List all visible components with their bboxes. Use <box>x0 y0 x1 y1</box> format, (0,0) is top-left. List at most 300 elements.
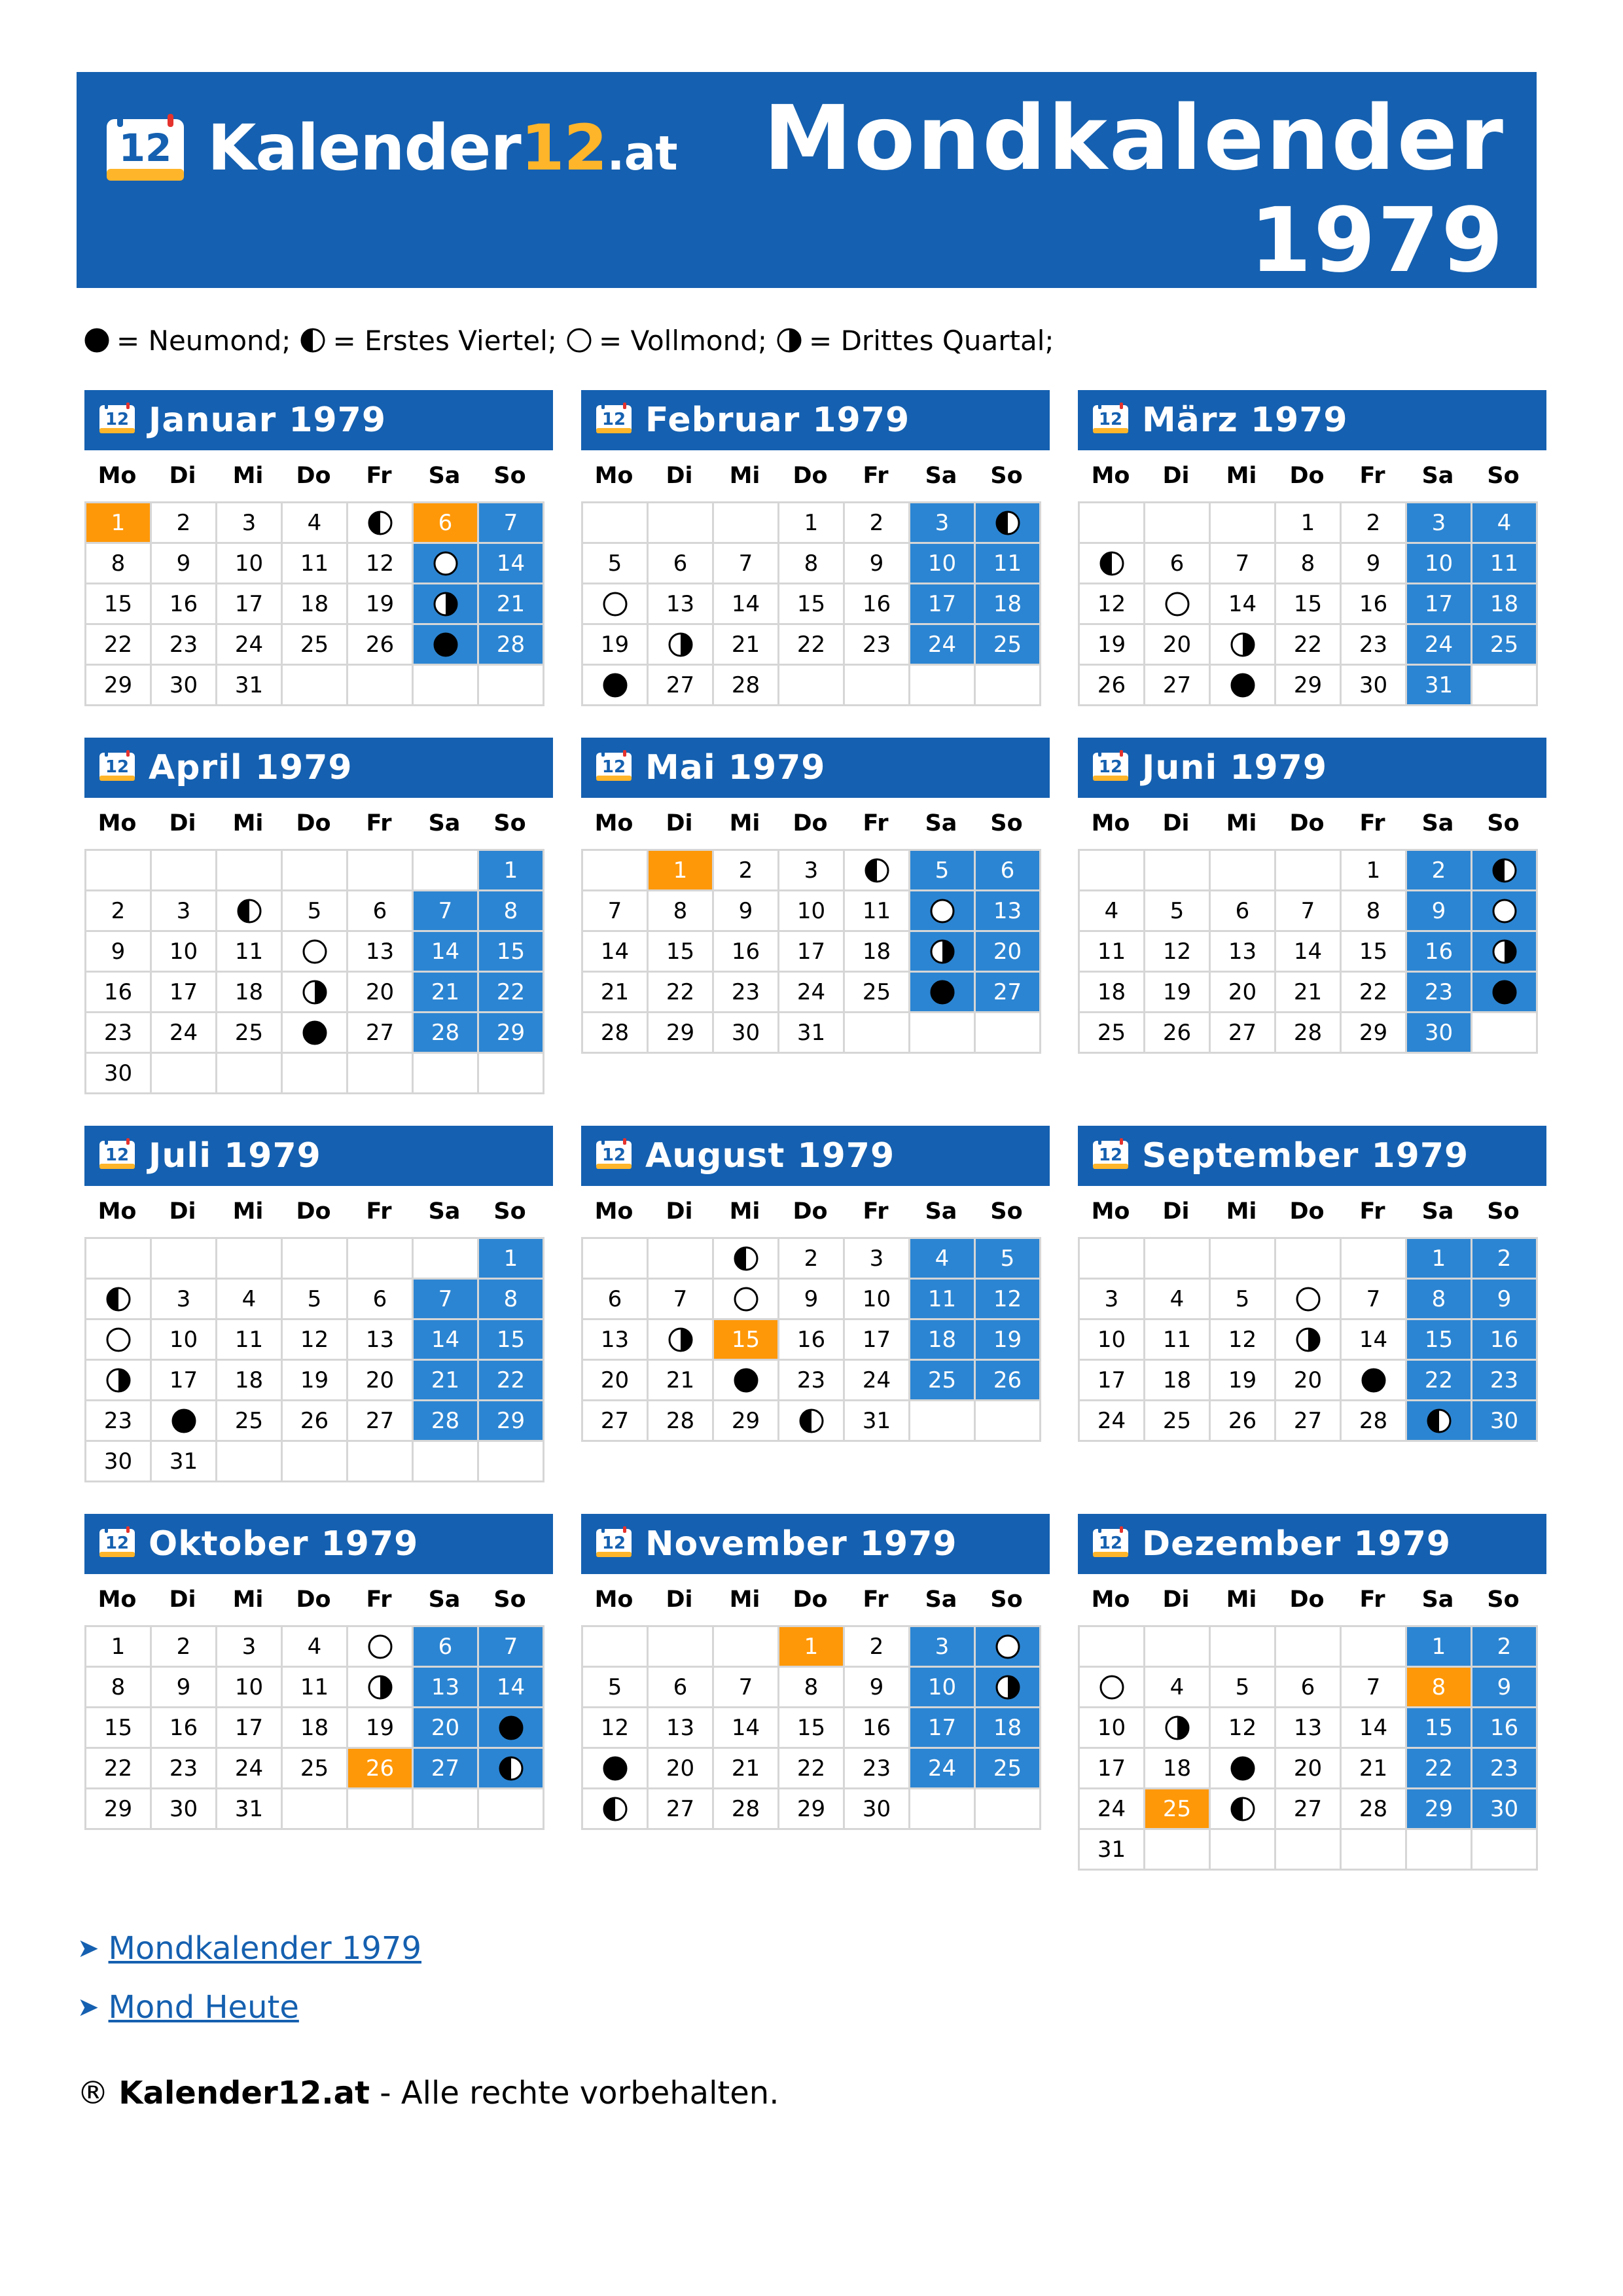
empty-cell <box>1145 1830 1211 1871</box>
weekday-label: Fr <box>366 1198 392 1225</box>
full-moon-icon <box>105 1327 132 1353</box>
first-quarter-icon <box>367 510 393 536</box>
day-cell: 9 <box>1472 1280 1538 1320</box>
first-quarter-icon <box>1230 1796 1256 1822</box>
day-cell: 8 <box>86 544 152 584</box>
day-cell <box>976 503 1041 544</box>
day-cell: 24 <box>217 1749 283 1789</box>
day-cell: 19 <box>283 1361 348 1401</box>
day-cell: 25 <box>1472 625 1538 666</box>
weekday-header-row <box>581 1186 1050 1237</box>
full-moon-icon <box>302 939 328 965</box>
day-cell: 18 <box>976 1708 1041 1749</box>
mond-heute-link[interactable]: Mond Heute <box>108 1989 299 2026</box>
day-cell: 18 <box>283 584 348 625</box>
weekday-label: Di <box>666 1198 693 1225</box>
month-header <box>1078 1514 1546 1574</box>
third-quarter-icon <box>367 1674 393 1700</box>
day-cell: 9 <box>1472 1668 1538 1708</box>
weekday-label: Fr <box>366 463 392 489</box>
day-cell: 7 <box>1342 1280 1407 1320</box>
day-cell: 18 <box>1145 1749 1211 1789</box>
day-grid <box>1078 849 1538 1054</box>
day-cell: 9 <box>152 1668 217 1708</box>
new-moon-icon <box>84 327 110 353</box>
day-cell: 19 <box>976 1320 1041 1361</box>
weekday-label: Di <box>169 463 196 489</box>
footer-brand: Kalender12.at <box>118 2075 370 2111</box>
empty-cell <box>479 1442 544 1482</box>
day-cell: 2 <box>714 851 779 891</box>
empty-cell <box>1080 1239 1145 1280</box>
day-cell: 17 <box>217 1708 283 1749</box>
empty-cell <box>976 1789 1041 1830</box>
day-cell: 10 <box>910 1668 976 1708</box>
day-cell: 8 <box>779 1668 845 1708</box>
empty-cell <box>283 1239 348 1280</box>
day-cell: 4 <box>1472 503 1538 544</box>
weekday-label: Sa <box>925 463 957 489</box>
day-cell: 15 <box>86 1708 152 1749</box>
day-cell: 14 <box>1211 584 1276 625</box>
day-cell <box>845 851 910 891</box>
weekday-label: Fr <box>1359 463 1385 489</box>
day-cell: 3 <box>779 851 845 891</box>
full-moon-icon <box>433 550 459 577</box>
day-grid <box>84 849 544 1094</box>
day-cell: 13 <box>649 1708 714 1749</box>
new-moon-icon <box>433 632 459 658</box>
empty-cell <box>779 666 845 706</box>
day-cell: 19 <box>348 584 414 625</box>
day-cell: 19 <box>1145 973 1211 1013</box>
empty-cell <box>414 1789 479 1830</box>
day-cell: 25 <box>1080 1013 1145 1054</box>
third-quarter-icon <box>995 1674 1021 1700</box>
day-cell <box>283 973 348 1013</box>
day-cell: 16 <box>779 1320 845 1361</box>
weekday-label: Mo <box>1091 463 1130 489</box>
weekday-label: Fr <box>863 463 889 489</box>
day-cell: 26 <box>348 1749 414 1789</box>
day-cell: 8 <box>86 1668 152 1708</box>
day-cell: 11 <box>976 544 1041 584</box>
day-cell: 17 <box>1407 584 1472 625</box>
day-cell: 16 <box>152 584 217 625</box>
weekday-label: Sa <box>925 1198 957 1225</box>
empty-cell <box>1080 1627 1145 1668</box>
day-cell <box>779 1401 845 1442</box>
calendar-icon <box>99 1526 135 1558</box>
day-cell: 1 <box>1342 851 1407 891</box>
calendar-icon <box>596 403 632 434</box>
weekday-label: Fr <box>863 810 889 836</box>
day-cell: 6 <box>1211 891 1276 932</box>
day-cell: 21 <box>583 973 649 1013</box>
weekday-header-row <box>581 1574 1050 1625</box>
day-cell: 9 <box>714 891 779 932</box>
day-cell: 11 <box>910 1280 976 1320</box>
empty-cell <box>1276 1627 1342 1668</box>
weekday-label: Di <box>666 810 693 836</box>
empty-cell <box>976 666 1041 706</box>
day-cell: 23 <box>779 1361 845 1401</box>
calendar-icon <box>99 1138 135 1170</box>
month-calendar <box>1078 1126 1546 1442</box>
empty-cell <box>1276 1239 1342 1280</box>
empty-cell <box>976 1401 1041 1442</box>
weekday-label: So <box>493 1198 526 1225</box>
day-cell: 30 <box>152 1789 217 1830</box>
weekday-label: Fr <box>1359 1198 1385 1225</box>
day-cell: 30 <box>86 1054 152 1094</box>
day-cell: 28 <box>1342 1401 1407 1442</box>
weekday-label: Mi <box>232 1587 264 1613</box>
weekday-label: Sa <box>1421 463 1454 489</box>
day-cell: 28 <box>414 1013 479 1054</box>
empty-cell <box>583 851 649 891</box>
registered-symbol: ® <box>77 2075 109 2111</box>
day-cell: 8 <box>1342 891 1407 932</box>
day-cell: 29 <box>479 1401 544 1442</box>
weekday-label: Mo <box>594 810 633 836</box>
day-cell: 30 <box>714 1013 779 1054</box>
day-cell: 12 <box>976 1280 1041 1320</box>
empty-cell <box>910 1401 976 1442</box>
header-banner <box>77 72 1537 293</box>
weekday-label: Sa <box>925 810 957 836</box>
day-cell: 27 <box>649 1789 714 1830</box>
day-cell: 24 <box>779 973 845 1013</box>
empty-cell <box>976 1013 1041 1054</box>
day-cell: 28 <box>1276 1013 1342 1054</box>
weekday-label: Mi <box>729 463 760 489</box>
month-header <box>581 738 1050 798</box>
full-moon-icon <box>367 1634 393 1660</box>
day-cell: 2 <box>86 891 152 932</box>
day-cell <box>583 1749 649 1789</box>
day-cell: 15 <box>1276 584 1342 625</box>
day-cell: 4 <box>910 1239 976 1280</box>
first-quarter-icon <box>300 327 326 353</box>
month-calendar <box>581 1514 1050 1830</box>
day-cell: 26 <box>348 625 414 666</box>
day-cell: 30 <box>1472 1789 1538 1830</box>
link-row-mondkalender <box>77 1919 421 1978</box>
day-cell: 14 <box>714 584 779 625</box>
day-cell: 5 <box>1145 891 1211 932</box>
month-title: Dezember 1979 <box>1142 1524 1452 1564</box>
day-cell: 7 <box>583 891 649 932</box>
empty-cell <box>414 666 479 706</box>
empty-cell <box>217 1054 283 1094</box>
day-cell: 25 <box>283 625 348 666</box>
day-cell: 23 <box>845 1749 910 1789</box>
day-cell: 7 <box>414 1280 479 1320</box>
day-cell <box>414 544 479 584</box>
day-cell: 16 <box>1342 584 1407 625</box>
empty-cell <box>348 666 414 706</box>
day-cell <box>910 891 976 932</box>
day-cell: 21 <box>714 1749 779 1789</box>
day-cell: 5 <box>583 544 649 584</box>
day-cell <box>479 1708 544 1749</box>
site-logo[interactable] <box>105 109 677 187</box>
day-cell: 18 <box>283 1708 348 1749</box>
day-cell: 24 <box>217 625 283 666</box>
day-cell: 11 <box>217 1320 283 1361</box>
empty-cell <box>1080 851 1145 891</box>
day-cell: 18 <box>910 1320 976 1361</box>
svg-text:12: 12 <box>1098 1534 1123 1553</box>
day-cell: 24 <box>152 1013 217 1054</box>
svg-text:12: 12 <box>601 757 626 777</box>
empty-cell <box>649 503 714 544</box>
empty-cell <box>1342 1830 1407 1871</box>
day-cell: 20 <box>1276 1361 1342 1401</box>
weekday-label: Mo <box>98 810 137 836</box>
weekday-label: So <box>493 1587 526 1613</box>
day-cell: 1 <box>86 1627 152 1668</box>
empty-cell <box>283 851 348 891</box>
day-cell: 5 <box>910 851 976 891</box>
day-cell: 29 <box>86 1789 152 1830</box>
day-cell: 28 <box>414 1401 479 1442</box>
moon-phase-legend <box>84 319 1063 361</box>
weekday-label: Do <box>1289 810 1325 836</box>
mondkalender-link[interactable]: Mondkalender 1979 <box>108 1930 421 1967</box>
day-cell: 8 <box>1407 1280 1472 1320</box>
empty-cell <box>1211 1627 1276 1668</box>
day-cell: 6 <box>649 544 714 584</box>
day-cell: 25 <box>1145 1401 1211 1442</box>
weekday-label: Sa <box>428 1587 461 1613</box>
day-cell: 16 <box>1472 1708 1538 1749</box>
full-moon-icon <box>1295 1286 1321 1312</box>
weekday-label: Fr <box>1359 810 1385 836</box>
day-cell <box>283 1013 348 1054</box>
weekday-label: So <box>990 810 1023 836</box>
day-cell: 13 <box>583 1320 649 1361</box>
day-cell: 6 <box>414 1627 479 1668</box>
first-quarter-icon <box>864 857 890 884</box>
new-moon-icon <box>602 672 628 698</box>
day-cell: 11 <box>845 891 910 932</box>
day-cell: 23 <box>86 1013 152 1054</box>
weekday-label: Sa <box>428 463 461 489</box>
day-cell: 27 <box>1211 1013 1276 1054</box>
month-header <box>581 390 1050 450</box>
day-cell: 4 <box>1080 891 1145 932</box>
day-cell: 21 <box>1276 973 1342 1013</box>
legend-label: = Vollmond; <box>598 324 768 357</box>
day-cell: 20 <box>348 1361 414 1401</box>
weekday-header-row <box>1078 798 1546 849</box>
day-cell <box>414 584 479 625</box>
first-quarter-icon <box>105 1286 132 1312</box>
empty-cell <box>1472 666 1538 706</box>
month-calendar <box>84 390 553 706</box>
third-quarter-icon <box>776 327 802 353</box>
day-cell <box>1145 1708 1211 1749</box>
day-cell: 30 <box>1407 1013 1472 1054</box>
day-cell: 15 <box>714 1320 779 1361</box>
weekday-label: Di <box>169 1587 196 1613</box>
day-cell: 7 <box>1211 544 1276 584</box>
weekday-label: Fr <box>366 1587 392 1613</box>
day-cell: 5 <box>283 891 348 932</box>
day-cell: 19 <box>1211 1361 1276 1401</box>
first-quarter-icon <box>995 510 1021 536</box>
day-cell: 28 <box>583 1013 649 1054</box>
day-cell <box>1342 1361 1407 1401</box>
day-cell: 5 <box>583 1668 649 1708</box>
weekday-label: Do <box>1289 1587 1325 1613</box>
day-cell <box>649 1320 714 1361</box>
day-cell: 23 <box>714 973 779 1013</box>
day-cell: 13 <box>976 891 1041 932</box>
day-cell: 22 <box>649 973 714 1013</box>
day-grid <box>1078 501 1538 706</box>
weekday-label: So <box>1487 1198 1520 1225</box>
weekday-label: Fr <box>366 810 392 836</box>
third-quarter-icon <box>1164 1715 1190 1741</box>
day-cell: 12 <box>1080 584 1145 625</box>
day-cell: 13 <box>414 1668 479 1708</box>
day-cell: 2 <box>779 1239 845 1280</box>
day-cell: 12 <box>1145 932 1211 973</box>
empty-cell <box>217 1442 283 1482</box>
day-cell: 1 <box>1276 503 1342 544</box>
month-header <box>1078 390 1546 450</box>
day-cell <box>86 1280 152 1320</box>
day-cell: 6 <box>649 1668 714 1708</box>
month-calendar <box>581 1126 1050 1442</box>
weekday-label: Mo <box>1091 810 1130 836</box>
month-calendar <box>84 738 553 1094</box>
svg-text:12: 12 <box>1098 1145 1123 1165</box>
day-cell: 8 <box>1276 544 1342 584</box>
day-cell: 15 <box>649 932 714 973</box>
day-cell: 10 <box>910 544 976 584</box>
calendar-icon <box>596 1138 632 1170</box>
day-cell <box>283 932 348 973</box>
day-cell <box>714 1280 779 1320</box>
link-row-mond-heute <box>77 1978 421 2037</box>
weekday-label: Sa <box>925 1587 957 1613</box>
day-cell: 20 <box>649 1749 714 1789</box>
svg-text:12: 12 <box>601 1534 626 1553</box>
page-title-line2: 1979 <box>1249 189 1505 293</box>
weekday-label: So <box>493 810 526 836</box>
day-cell: 5 <box>976 1239 1041 1280</box>
day-cell: 11 <box>283 1668 348 1708</box>
day-cell: 22 <box>1342 973 1407 1013</box>
day-cell: 24 <box>1407 625 1472 666</box>
day-cell: 12 <box>283 1320 348 1361</box>
full-moon-icon <box>602 591 628 617</box>
day-cell: 31 <box>845 1401 910 1442</box>
logo-brand: Kalender <box>207 111 521 185</box>
day-cell: 24 <box>1080 1401 1145 1442</box>
day-cell <box>348 1627 414 1668</box>
day-cell: 3 <box>217 503 283 544</box>
day-cell: 13 <box>348 1320 414 1361</box>
third-quarter-icon <box>1295 1327 1321 1353</box>
month-calendar <box>581 738 1050 1054</box>
day-cell: 25 <box>283 1749 348 1789</box>
day-cell: 2 <box>152 1627 217 1668</box>
day-cell: 3 <box>1407 503 1472 544</box>
day-cell: 10 <box>845 1280 910 1320</box>
first-quarter-icon <box>602 1796 628 1822</box>
month-title: Januar 1979 <box>149 401 387 440</box>
weekday-header-row <box>581 450 1050 501</box>
svg-text:12: 12 <box>105 1145 130 1165</box>
month-calendar <box>84 1514 553 1830</box>
day-cell: 12 <box>583 1708 649 1749</box>
weekday-label: Do <box>1289 1198 1325 1225</box>
empty-cell <box>1276 1830 1342 1871</box>
third-quarter-icon <box>1491 939 1518 965</box>
day-cell: 14 <box>1342 1320 1407 1361</box>
day-cell: 21 <box>414 973 479 1013</box>
day-cell: 3 <box>152 891 217 932</box>
day-cell <box>1080 1668 1145 1708</box>
day-cell: 20 <box>1276 1749 1342 1789</box>
weekday-label: Mo <box>98 1198 137 1225</box>
weekday-label: Mi <box>232 1198 264 1225</box>
day-cell: 28 <box>714 666 779 706</box>
weekday-header-row <box>1078 450 1546 501</box>
weekday-label: Di <box>1162 810 1190 836</box>
empty-cell <box>1472 1830 1538 1871</box>
weekday-label: Mi <box>729 1587 760 1613</box>
calendar-icon <box>99 750 135 781</box>
day-cell: 7 <box>414 891 479 932</box>
day-cell: 25 <box>217 1013 283 1054</box>
weekday-label: Fr <box>1359 1587 1385 1613</box>
new-moon-icon <box>929 979 955 1005</box>
empty-cell <box>910 666 976 706</box>
day-cell <box>348 503 414 544</box>
page-title-line1: Mondkalender <box>763 87 1505 190</box>
day-cell: 29 <box>86 666 152 706</box>
day-cell: 2 <box>1407 851 1472 891</box>
day-cell: 3 <box>910 503 976 544</box>
day-cell: 18 <box>845 932 910 973</box>
day-grid <box>84 501 544 706</box>
weekday-label: Fr <box>863 1198 889 1225</box>
weekday-header-row <box>581 798 1050 849</box>
day-cell <box>649 625 714 666</box>
day-cell: 2 <box>845 503 910 544</box>
legend-label: = Drittes Quartal; <box>809 324 1054 357</box>
day-cell: 17 <box>217 584 283 625</box>
day-cell <box>414 625 479 666</box>
day-cell: 6 <box>414 503 479 544</box>
empty-cell <box>283 666 348 706</box>
weekday-label: Do <box>296 1587 331 1613</box>
empty-cell <box>348 1789 414 1830</box>
empty-cell <box>152 1054 217 1094</box>
day-cell: 23 <box>1472 1749 1538 1789</box>
links-list <box>77 1919 421 2037</box>
day-cell: 8 <box>1407 1668 1472 1708</box>
weekday-label: Do <box>296 1198 331 1225</box>
month-title: September 1979 <box>1142 1136 1469 1175</box>
weekday-label: Di <box>169 1198 196 1225</box>
